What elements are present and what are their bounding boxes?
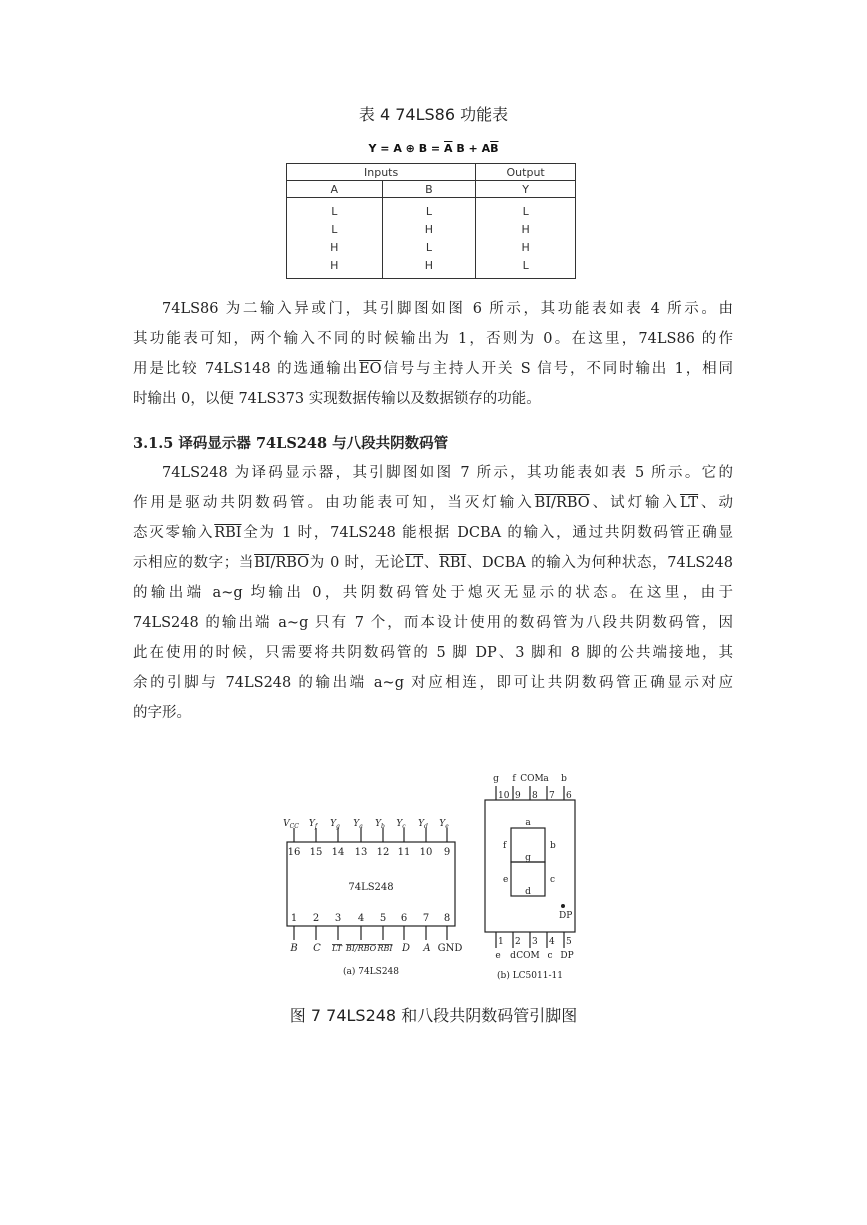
chip-pin-name: $Y_c$ [396,819,406,830]
para-line: 74LS248 的输出端 a~g 只有 7 个，而本设计使用的数码管为八段共阴数码管，因 [133,615,733,631]
chip-pin-name: $Y_e$ [439,819,449,830]
display-pin-name: c [547,951,553,961]
text-run: 、试灯输入 [589,495,680,511]
text-run: 为 0 时，无论 [309,555,406,571]
cell-y: H [476,238,576,256]
chip-pin-name: $Y_b$ [375,819,385,830]
para-line [133,548,733,578]
para-line: 74LS248 为译码显示器，其引脚图如图 7 所示，其功能表如表 5 所示。它的 [162,465,733,481]
text-run: 、DCBA 的输入为何种状态，74LS248 [466,555,733,571]
display-pin-name: COM [520,774,544,784]
dp-label: DP [559,911,573,921]
cell-y: L [476,256,576,279]
para-line: 的字形。 [133,705,191,721]
pin-name-rbi: RBI [377,944,393,953]
segment-f-label: f [503,841,507,851]
display-pin-name: d [510,951,516,961]
caption-a: (a) 74LS248 [342,967,400,977]
text-run: 作用是驱动共阴数码管。由功能表可知，当灭灯输入 [133,495,535,511]
pin-name-c: C [313,943,321,954]
signal-rbi: $\overline{RBI}$ [214,525,242,541]
table-row [287,256,576,279]
table4-caption: 表 4 74LS86 功能表 [358,105,509,124]
chip-pin-number: 14 [331,847,345,858]
display-pin-number: 1 [498,937,504,947]
display-pin-number: 10 [498,791,510,801]
segment-a-label: a [525,818,531,828]
table4-formula [0,142,867,155]
table-row [287,220,576,238]
dp-dot [561,904,565,908]
chip-pin-name: $Y_d$ [418,819,428,830]
figure7-caption: 图 7 74LS248 和八段共阴数码管引脚图 [289,1006,578,1025]
pin-name-b: B [290,943,298,954]
text-run: 全为 1 时，74LS248 能根据 DCBA 的输入，通过共阴数码管正确显 [241,525,734,541]
cell-a: L [287,220,383,238]
text-run: 、动 [698,495,734,511]
display-pin-number: 2 [515,937,521,947]
display-bottom-pins [495,932,573,961]
text-run: 示相应的数字；当 [133,555,255,571]
pin-name-lt: LT [332,944,342,953]
table-row [287,198,576,221]
chip-pin-number: 12 [376,847,390,858]
chip-pin-number: 16 [287,847,301,858]
chip-pin-number: 3 [334,913,342,924]
text-run: 态灭零输入 [133,525,215,541]
display-pin-name: a [543,774,549,784]
chip-pin-number: 15 [309,847,323,858]
chip-pin-number: 11 [397,847,411,858]
chip-pin-number: 7 [422,913,430,924]
para-line: 时输出 0，以便 74LS373 实现数据传输以及数据锁存的功能。 [133,391,541,407]
header-inputs: Inputs [287,164,476,181]
chip-pin-number: 13 [354,847,368,858]
display-pin-number: 4 [549,937,555,947]
figure-7 [270,768,600,990]
signal-lt: $\overline{LT}$ [679,495,699,511]
chip-pin-name: $V_{CC}$ [283,819,299,830]
caption-b: (b) LC5011-11 [497,971,563,981]
cell-b: H [382,256,476,279]
pin-name-gnd: GND [437,943,463,954]
chip-top-pins [283,819,450,858]
cell-y: L [476,198,576,221]
signal-lt: $\overline{LT}$ [405,555,424,571]
display-pin-name: e [495,951,501,961]
display-pin-name: f [512,774,516,784]
paragraph-74ls248 [133,458,733,728]
section-heading: 3.1.5 译码显示器 74LS248 与八段共阴数码管 [133,435,449,452]
para-line: 74LS86 为二输入异或门，其引脚图如图 6 所示，其功能表如表 4 所示。由 [162,301,733,317]
pin-name-a: A [423,943,431,954]
formula-mid: B + A [452,142,491,155]
chip-pin-name: $Y_f$ [308,819,318,830]
text-run: 信号与主持人开关 S 信号，不同时输出 1，相同 [381,361,733,377]
chip-pin-number: 8 [443,913,451,924]
formula-b-bar: $\overline{B}$ [490,142,499,155]
chip-pin-number: 1 [290,913,298,924]
display-pin-number: 7 [549,791,555,801]
text-run: 、 [423,555,439,571]
col-b: B [382,181,476,198]
display-pin-number: 6 [566,791,572,801]
chip-pin-number: 9 [443,847,451,858]
para-line: 其功能表可知，两个输入不同的时候输出为 1，否则为 0。在这里，74LS86 的作 [133,331,733,347]
display-pin-number: 3 [532,937,538,947]
cell-a: H [287,256,383,279]
chip-bottom-names [289,943,462,954]
table-row [287,238,576,256]
segment-c-label: c [550,875,556,885]
segment-e-label: e [503,875,509,885]
para-line: 的输出端 a~g 均输出 0，共阴数码管处于熄灭无显示的状态。在这里，由于 [133,585,733,601]
col-y: Y [476,181,576,198]
display-pin-name: COM [516,951,540,961]
chip-pin-number: 5 [379,913,387,924]
segment-g-label: g [525,853,531,863]
formula-lhs: Y = A ⊕ B = [368,142,444,155]
signal-rbi: $\overline{RBI}$ [438,555,467,571]
chip-pin-name: $Y_a$ [353,819,363,830]
signal-bi-rbo: BI/RBO [534,495,590,511]
cell-b: H [382,220,476,238]
display-pin-number: 8 [532,791,538,801]
signal-bi-rbo: BI/RBO [254,555,310,571]
truth-table [286,163,576,279]
segment-d-label: d [525,887,531,897]
display-pin-number: 5 [566,937,572,947]
pin-name-d: D [401,943,411,954]
chip-pin-name: $Y_g$ [330,819,340,830]
header-output: Output [476,164,576,181]
formula-a-bar: $\overline{A}$ [443,142,453,155]
cell-y: H [476,220,576,238]
display-pin-number: 9 [515,791,521,801]
paragraph-74ls86 [133,294,733,414]
chip-pin-number: 6 [400,913,408,924]
pin-name-bi-rbo: BI/RBO [345,944,377,953]
segment-b-label: b [550,841,556,851]
display-top-pins [493,774,572,801]
display-pin-name: b [561,774,567,784]
cell-a: H [287,238,383,256]
cell-b: L [382,198,476,221]
signal-eo: $\overline{EO}$ [359,361,382,377]
para-line: 余的引脚与 74LS248 的输出端 a~g 对应相连，即可让共阴数码管正确显示对应 [133,675,733,691]
display-pin-name: g [493,774,499,784]
para-line [133,518,733,548]
chip-label: 74LS248 [348,882,394,893]
text-run: 用是比较 74LS148 的选通输出 [133,361,359,377]
chip-pin-number: 4 [357,913,365,924]
chip-pin-number: 2 [312,913,320,924]
col-a: A [287,181,383,198]
para-line: 此在使用的时候，只需要将共阴数码管的 5 脚 DP、3 脚和 8 脚的公共端接地，其 [133,645,733,661]
display-pin-name: DP [560,951,574,961]
chip-pin-number: 10 [419,847,433,858]
para-line [133,354,733,384]
cell-a: L [287,198,383,221]
para-line [133,488,733,518]
cell-b: L [382,238,476,256]
